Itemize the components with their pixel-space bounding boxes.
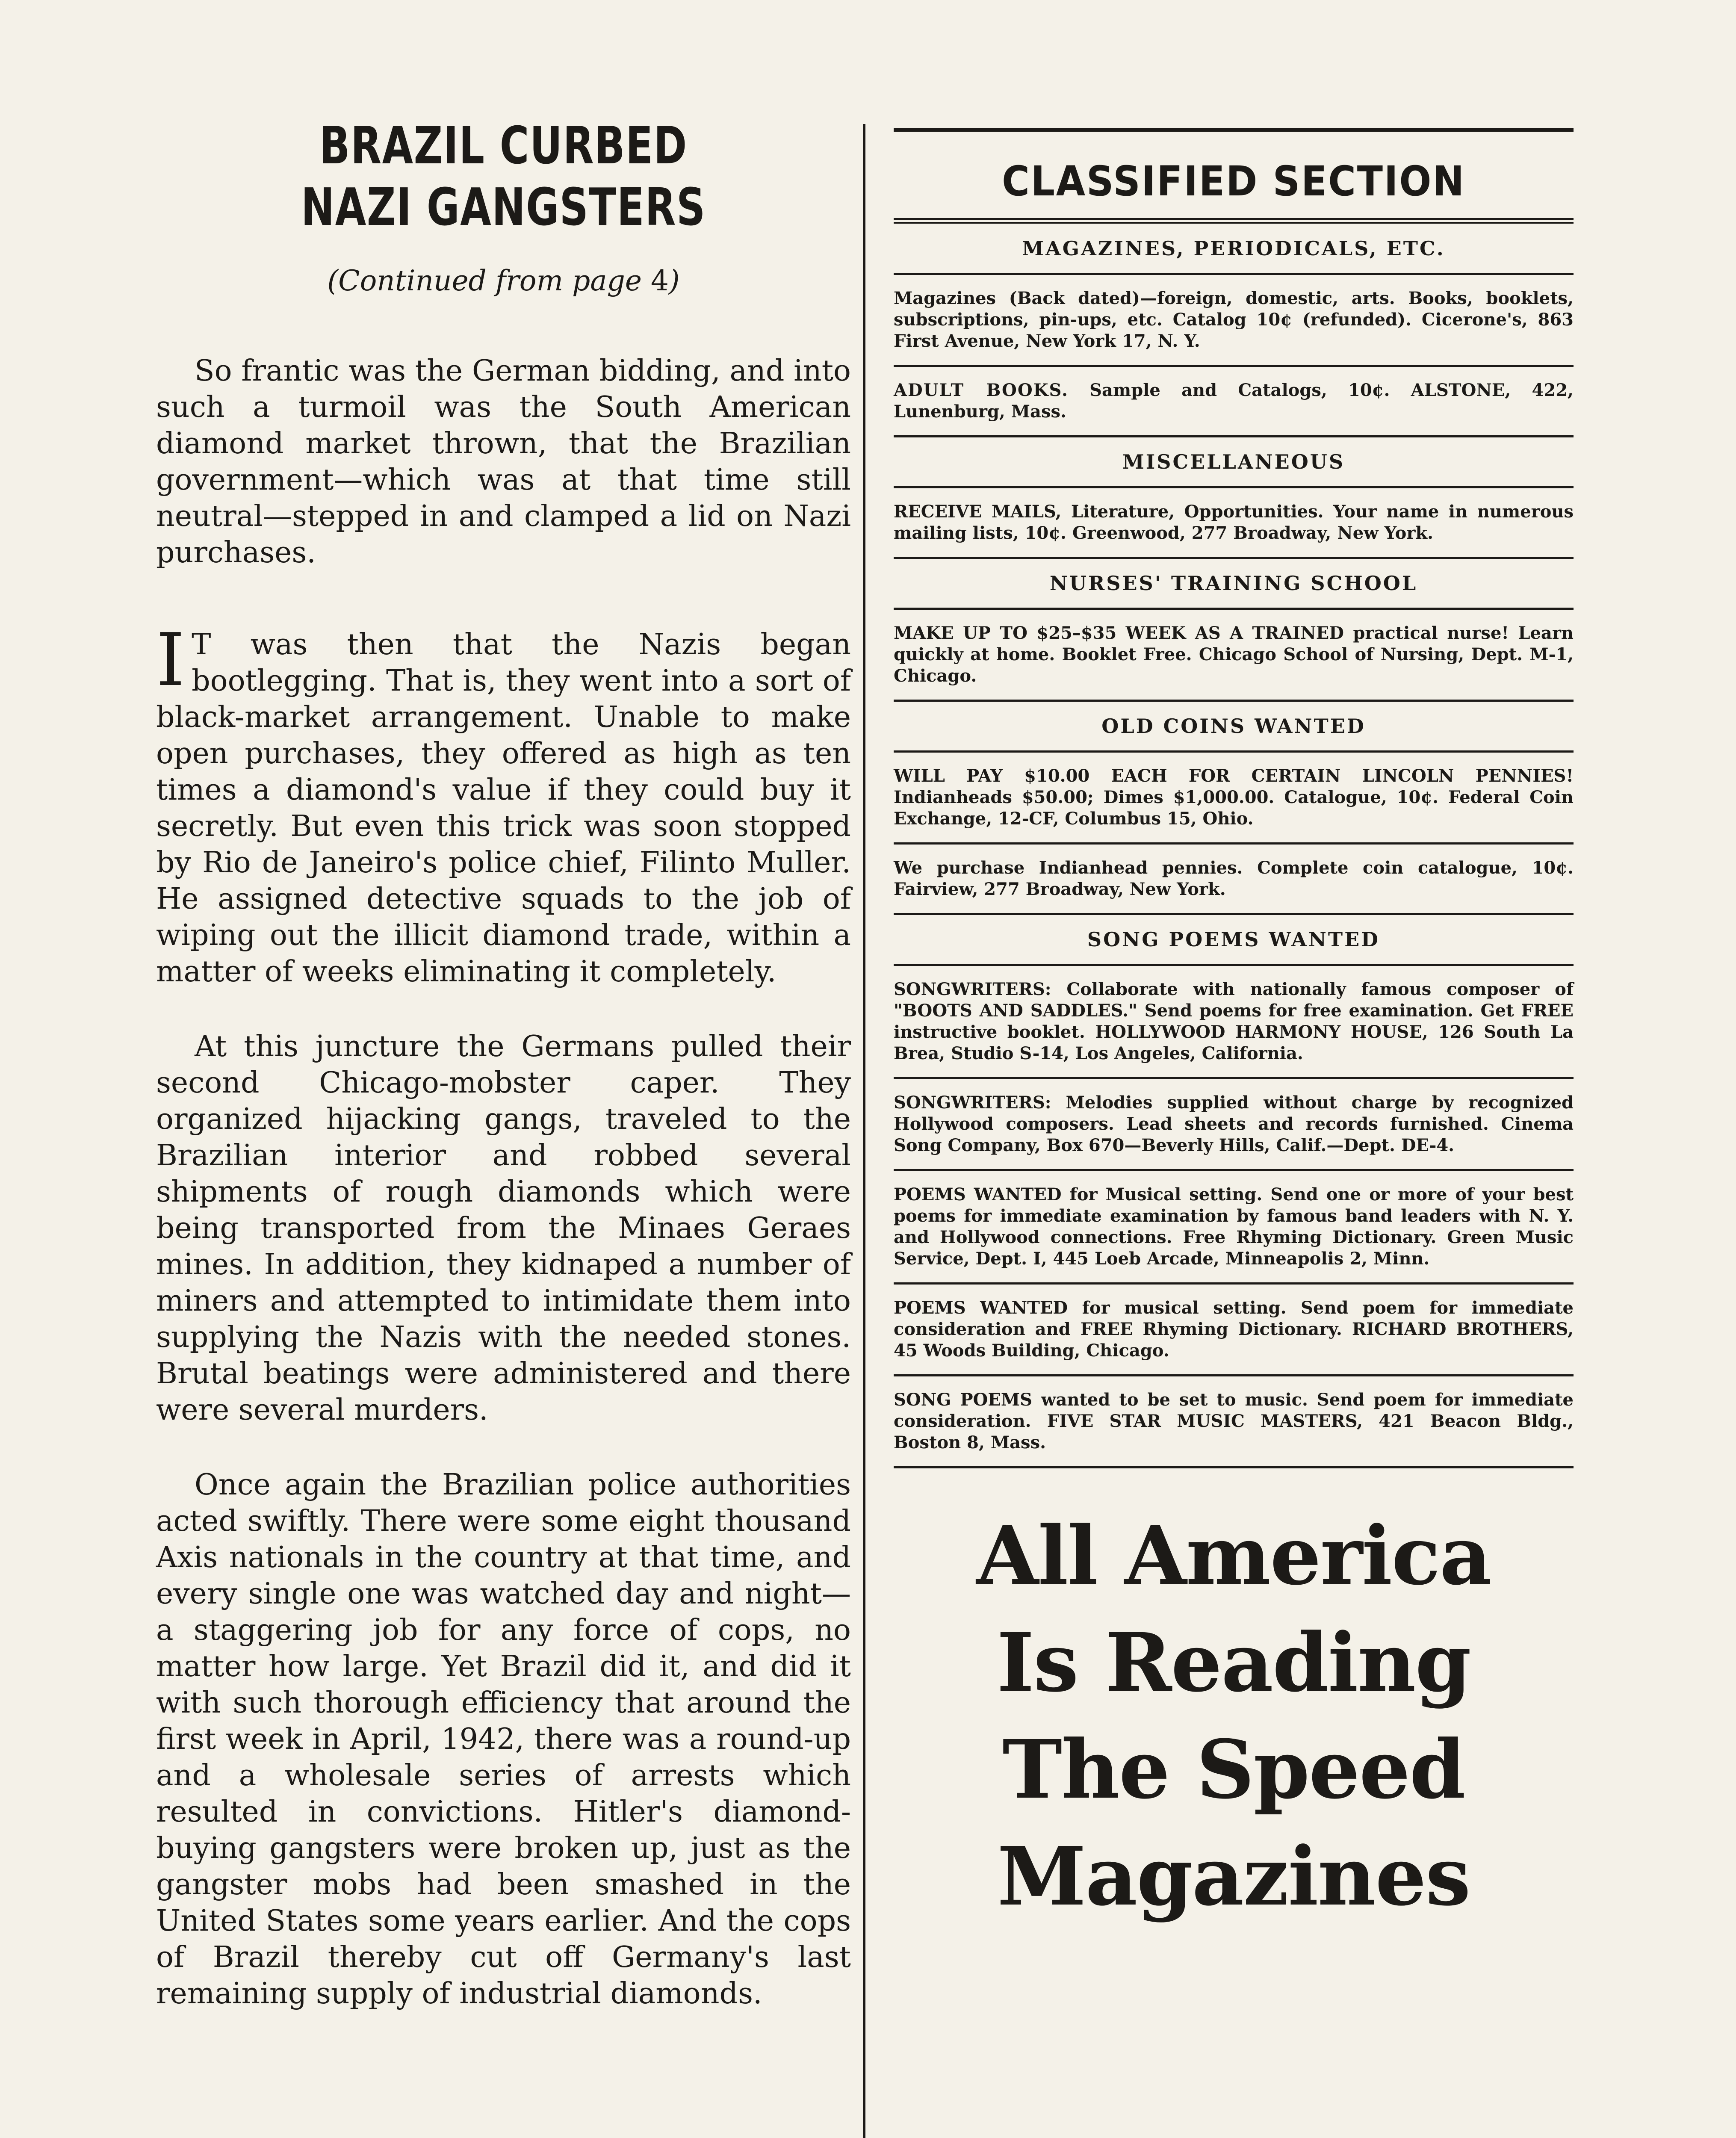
article-paragraph-1: So frantic was the German bidding, and into such a turmoil was the South American diamond market thrown, that the Brazilian government—which was at that time still neutral—stepped in and clamped a lid on Nazi purchases. bbox=[156, 354, 851, 570]
category-heading-old-coins: OLD COINS WANTED bbox=[1101, 715, 1366, 738]
continued-note bbox=[156, 264, 851, 297]
rule bbox=[894, 218, 1574, 220]
rule bbox=[894, 486, 1574, 488]
classified-title: CLASSIFIED SECTION bbox=[1002, 157, 1465, 205]
ad-adult-books-lead: ADULT BOOKS. bbox=[894, 380, 1069, 400]
promo-line-3: The Speed bbox=[1002, 1722, 1465, 1817]
article-title bbox=[233, 115, 775, 239]
rule bbox=[894, 557, 1574, 559]
rule bbox=[894, 273, 1574, 275]
ad-cinema-song-company: SONGWRITERS: Melodies supplied without charge by recognized Hollywood composers. Lead sheets and records furnished. Cinema Song Company, Box 670—Beverly Hills, Calif.—Dept. DE-4. bbox=[894, 1093, 1574, 1155]
article-paragraph-3: At this juncture the Germans pulled their second Chicago-mobster caper. They organized hijacking gangs, traveled to the Brazilian interior and robbed several shipments of rough diamonds which were being transported from the Minaes Geraes mines. In addition, they kidnaped a number of miners and attempted to intimidate them into supplying the Nazis with the needed stones. Brutal beatings were administered and there were several murders. bbox=[156, 1030, 851, 1427]
top-rule bbox=[894, 128, 1574, 132]
promo-line-1: All America bbox=[976, 1509, 1491, 1603]
ad-lincoln-pennies: WILL PAY $10.00 EACH FOR CERTAIN LINCOLN PENNIES! Indianheads $50.00; Dimes $1,000.00. Catalogue, 10¢. Federal Coin Exchange, 12-CF, Columbus 15, Ohio. bbox=[894, 766, 1574, 829]
column-divider bbox=[863, 124, 865, 2138]
rule bbox=[894, 750, 1574, 753]
continued-prefix: (Continued from page bbox=[327, 264, 651, 297]
article-paragraph-4: Once again the Brazilian police authorities acted swiftly. There were some eight thousand Axis nationals in the country at that time, and every single one was watched day and night—a staggering job for any force of cops, no matter how large. Yet Brazil did it, and did it with such thorough efficiency that around the first week in April, 1942, there was a round-up and a wholesale series of arrests which resulted in convictions. Hitler's diamond-buying gangsters were broken up, just as the gangster mobs had been smashed in the United States some years earlier. And the cops of Brazil thereby cut off Germany's last remaining supply of industrial diamonds. bbox=[156, 1468, 851, 2011]
promo-line-4: Magazines bbox=[997, 1829, 1470, 1924]
rule bbox=[894, 964, 1574, 966]
rule bbox=[894, 1466, 1574, 1468]
article-title-line-1: BRAZIL CURBED bbox=[319, 116, 688, 176]
rule bbox=[894, 1374, 1574, 1376]
ad-richard-brothers: POEMS WANTED for musical setting. Send poem for immediate consideration and FREE Rhyming Dictionary. RICHARD BROTHERS, 45 Woods Building, Chicago. bbox=[894, 1298, 1574, 1361]
classified-column bbox=[894, 128, 1574, 1930]
rule bbox=[894, 700, 1574, 702]
rule bbox=[894, 913, 1574, 915]
category-heading-nurses: NURSES' TRAINING SCHOOL bbox=[1049, 572, 1418, 595]
rule bbox=[894, 1169, 1574, 1171]
ad-green-music-service: POEMS WANTED for Musical setting. Send one or more of your best poems for immediate examination by famous band leaders with N. Y. and Hollywood connections. Free Rhyming Dictionary. Green Music Service, Dept. I, 445 Loeb Arcade, Minneapolis 2, Minn. bbox=[894, 1184, 1574, 1269]
article-paragraph-2 bbox=[156, 618, 851, 990]
category-heading-magazines: MAGAZINES, PERIODICALS, ETC. bbox=[1022, 237, 1445, 260]
rule bbox=[894, 1077, 1574, 1079]
ad-indianhead-pennies: We purchase Indianhead pennies. Complete coin catalogue, 10¢. Fairview, 277 Broadway, New York. bbox=[894, 858, 1574, 899]
ad-adult-books-text: Sample and Catalogs, 10¢. ALSTONE, 422, Lunenburg, Mass. bbox=[894, 380, 1574, 422]
ad-receive-mails: RECEIVE MAILS, Literature, Opportunities. Your name in numerous mailing lists, 10¢. Greenwood, 277 Broadway, New York. bbox=[894, 502, 1574, 543]
ad-magazines: Magazines (Back dated)—foreign, domestic, arts. Books, booklets, subscriptions, pin-ups, etc. Catalog 10¢ (refunded). Cicerone's, 863 First Avenue, New York 17, N. Y. bbox=[894, 288, 1574, 351]
rule bbox=[894, 1282, 1574, 1285]
continued-page-number: 4 bbox=[650, 264, 669, 297]
promo-line-2: Is Reading bbox=[997, 1615, 1470, 1710]
article-title-line-2: NAZI GANGSTERS bbox=[301, 178, 706, 237]
ad-five-star-music: SONG POEMS wanted to be set to music. Send poem for immediate consideration. FIVE STAR MUSIC MASTERS, 421 Beacon Bldg., Boston 8, Mass. bbox=[894, 1390, 1574, 1453]
rule bbox=[894, 365, 1574, 367]
article-paragraph-2-text: T was then that the Nazis began bootlegging. That is, they went into a sort of black-market arrangement. Unable to make open purchases, they offered as high as ten times a diamond's value if they could buy it secretly. But even this trick was soon stopped by Rio de Janeiro's police chief, Filinto Muller. He assigned detective squads to the job of wiping out the illicit diamond trade, within a matter of weeks eliminating it completely. bbox=[156, 628, 851, 989]
continued-suffix: ) bbox=[668, 264, 680, 297]
category-heading-miscellaneous: MISCELLANEOUS bbox=[1122, 450, 1345, 473]
drop-cap-letter: I bbox=[156, 618, 185, 703]
category-heading-song-poems: SONG POEMS WANTED bbox=[1087, 928, 1380, 951]
article-column bbox=[156, 115, 851, 2050]
rule bbox=[894, 435, 1574, 437]
ad-hollywood-harmony-house: SONGWRITERS: Collaborate with nationally famous composer of "BOOTS AND SADDLES." Send poems for free examination. Get FREE instructive booklet. HOLLYWOOD HARMONY HOUSE, 126 South La Brea, Studio S-14, Los Angeles, California. bbox=[894, 979, 1574, 1063]
speed-magazines-promo bbox=[894, 1503, 1574, 1930]
rule bbox=[894, 842, 1574, 845]
rule bbox=[894, 608, 1574, 610]
ad-nursing-school: MAKE UP TO $25–$35 WEEK AS A TRAINED practical nurse! Learn quickly at home. Booklet Free. Chicago School of Nursing, Dept. M-1, Chicago. bbox=[894, 623, 1574, 686]
ad-adult-books bbox=[894, 380, 1574, 422]
